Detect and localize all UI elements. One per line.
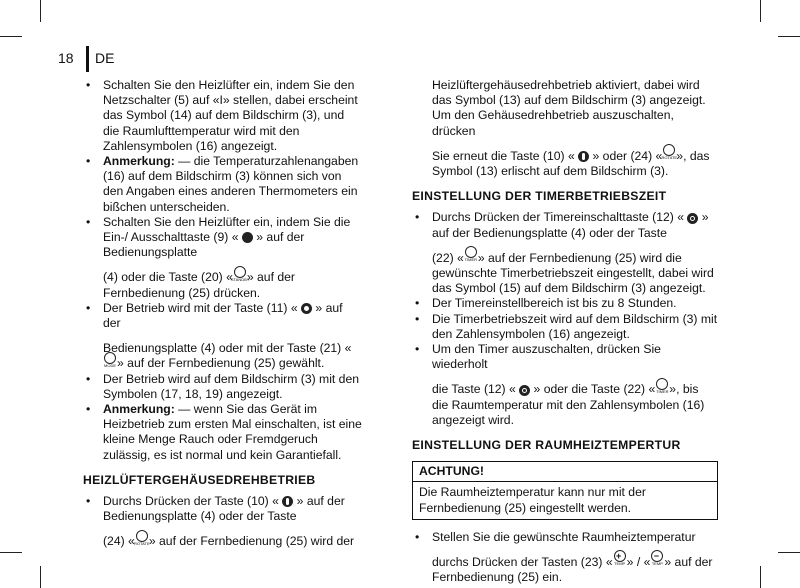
list-item: • Anmerkung: — die Temperaturzahlenangaben (16) auf dem Bildschirm (3) können sich von den Angaben eines anderen Thermometers ein bißchen unterscheiden. <box>83 154 363 215</box>
timer-remote-icon: TIMER <box>655 378 669 391</box>
language-code: DE <box>95 50 115 66</box>
note-label: Anmerkung: <box>103 402 175 417</box>
crop-mark <box>0 36 22 37</box>
list-item: • Der Betrieb wird auf dem Bildschirm (3) mit den Symbolen (17, 18, 19) angezeigt. <box>83 372 363 402</box>
left-column <box>83 78 363 550</box>
warning-title: ACHTUNG! <box>413 462 717 482</box>
list-item: • Schalten Sie den Heizlüfter ein, indem Sie die Ein-/ Ausschalttaste (9) « » auf der Bedienungsplatte (4) oder die Taste (20) « STANDBY » auf der Fernbedienung (25) drücken. <box>83 215 363 301</box>
header-divider <box>86 46 89 72</box>
rotate-remote-icon: ROTATE <box>662 144 676 157</box>
timer-remote-icon: TIMER <box>464 246 478 259</box>
list-item: • Durchs Drücken der Taste (10) « » auf der Bedienungsplatte (4) oder der Taste (24) « ROTATE » auf der Fernbedienung (25) wird der <box>83 494 363 550</box>
warning-text: Die Raumheiztemperatur kann nur mit der Fernbedienung (25) eingestellt werden. <box>419 485 646 515</box>
mode-remote-icon: MODE <box>103 352 117 365</box>
list-item: • Der Betrieb wird mit der Taste (11) « » auf der Bedienungsplatte (4) oder mit der Taste (21) « MODE » auf der Fernbedienung (25) gewählt. <box>83 301 363 372</box>
crop-mark <box>760 0 761 22</box>
list-item: • Um den Timer auszuschalten, drücken Sie wiederholt die Taste (12) « » oder die Taste (22) « TIMER », bis die Raumtemperatur mit den Zahlensymbolen (16) angezeigt wird. <box>412 342 718 428</box>
crop-mark <box>40 566 41 588</box>
section-heading: EINSTELLUNG DER RAUMHEIZTEMPERTUR <box>412 438 681 453</box>
list-item: • Der Timereinstellbereich ist bis zu 8 Stunden. <box>412 296 718 311</box>
timer-icon <box>687 213 698 224</box>
rotate-remote-icon: ROTATE <box>135 530 149 543</box>
crop-mark <box>760 566 761 588</box>
list-item: • Durchs Drücken der Timereinschalttaste (12) « » auf der Bedienungsplatte (4) oder der Taste (22) « TIMER » auf der Fernbedienung (25) wird die gewünschte Timerbetriebszeit eingestellt, dabei wird das Symbol (15) auf dem Bildschirm (3) angezeigt. <box>412 210 718 296</box>
crop-mark <box>778 552 800 553</box>
warning-box <box>412 461 718 520</box>
list-item: • Schalten Sie den Heizlüfter ein, indem Sie den Netzschalter (5) auf «I» stellen, dabei erscheint das Symbol (14) auf dem Bildschirm (3), und die Raumlufttemperatur wird mit den Zahlensymbolen (16) angezeigt. <box>83 78 363 154</box>
section-heading: HEIZLÜFTERGEHÄUSEDREHBETRIEB <box>83 472 316 487</box>
crop-mark <box>0 552 22 553</box>
plus-remote-icon: + TEMP <box>614 551 626 567</box>
standby-remote-icon: STANDBY <box>233 266 247 279</box>
list-item: • Stellen Sie die gewünschte Raumheiztemperatur durchs Drücken der Tasten (23) « + TEMP » / « − TEMP » auf der Fernbedienung (25) ein. <box>412 530 718 586</box>
right-column <box>412 78 718 585</box>
list-item: • Anmerkung: — wenn Sie das Gerät im Heizbetrieb zum ersten Mal einschalten, ist eine kleine Menge Rauch oder Fremdgeruch zulässig, es ist normal und kein Garantiefall. <box>83 402 363 463</box>
mode-icon <box>301 303 312 314</box>
page-number: 18 <box>58 50 74 66</box>
rotate-icon <box>282 496 293 507</box>
power-icon <box>242 232 253 243</box>
timer-icon <box>519 385 530 396</box>
crop-mark <box>778 36 800 37</box>
minus-remote-icon: − TEMP <box>651 551 663 567</box>
crop-mark <box>40 0 41 22</box>
section-heading: EINSTELLUNG DER TIMERBETRIEBSZEIT <box>412 189 667 204</box>
note-label: Anmerkung: <box>103 154 175 169</box>
rotate-icon <box>578 151 589 162</box>
continued-text: Heizlüftergehäusedrehbetrieb aktiviert, dabei wird das Symbol (13) auf dem Bildschirm (3) angezeigt. Um den Gehäusedrehbetrieb auszuschalten, drücken Sie erneut die Taste (10) « » oder (24) « ROTATE », das Symbol (13) erlischt auf dem Bildschirm (3). <box>432 78 710 179</box>
list-item: • Die Timerbetriebszeit wird auf dem Bildschirm (3) mit den Zahlensymbolen (16) angezeigt. <box>412 312 718 342</box>
